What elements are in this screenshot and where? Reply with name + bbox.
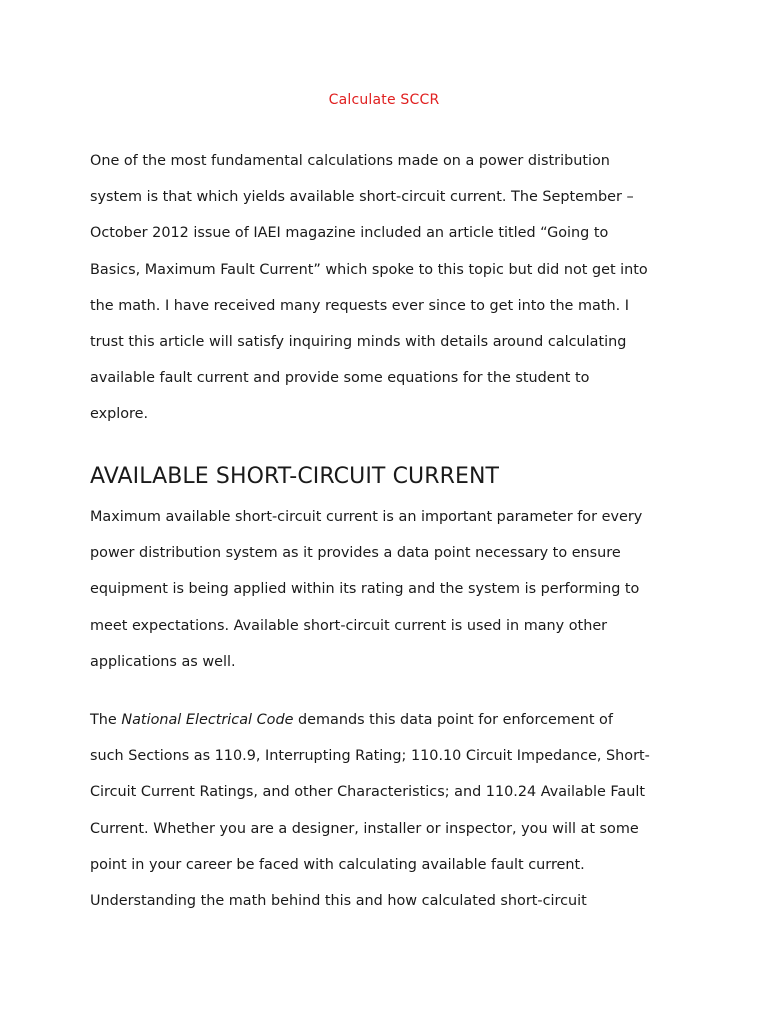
line-prefix: The (90, 712, 122, 728)
intro-paragraph (90, 143, 690, 433)
paragraph-line: meet expectations. Available short-circuit current is used in many other (90, 617, 608, 634)
nec-paragraph (90, 702, 690, 919)
paragraph-line: power distribution system as it provides a data point necessary to ensure (90, 545, 621, 562)
paragraph-line (90, 702, 690, 738)
paragraph-line: Current. Whether you are a designer, installer or inspector, you will at some (90, 820, 639, 837)
paragraph-line: Understanding the math behind this and how calculated short-circuit (90, 893, 587, 910)
paragraph-line: October 2012 issue of IAEI magazine included an article titled “Going to (90, 225, 609, 242)
document-title: Calculate SCCR (328, 92, 440, 108)
section-paragraph (90, 499, 690, 680)
paragraph-line: such Sections as 110.9, Interrupting Rating; 110.10 Circuit Impedance, Short- (90, 748, 650, 765)
paragraph-line: available fault current and provide some equations for the student to (90, 370, 590, 387)
paragraph-line: One of the most fundamental calculations made on a power distribution (90, 153, 610, 169)
paragraph-line: Basics, Maximum Fault Current” which spoke to this topic but did not get into (90, 261, 648, 278)
paragraph-line: Maximum available short-circuit current is an important parameter for every (90, 509, 643, 525)
paragraph-line: Circuit Current Ratings, and other Characteristics; and 110.24 Available Fault (90, 784, 645, 801)
code-title-italic: National Electrical Code (121, 712, 294, 728)
paragraph-line: trust this article will satisfy inquiring minds with details around calculating (90, 334, 627, 351)
paragraph-line: equipment is being applied within its rating and the system is performing to (90, 581, 640, 598)
paragraph-line: applications as well. (90, 653, 236, 670)
line-suffix: demands this data point for enforcement of (293, 712, 613, 728)
paragraph-line: point in your career be faced with calculating available fault current. (90, 856, 585, 873)
paragraph-line: system is that which yields available short-circuit current. The September – (90, 189, 634, 206)
section-heading: AVAILABLE SHORT-CIRCUIT CURRENT (90, 464, 500, 489)
paragraph-line: the math. I have received many requests ever since to get into the math. I (90, 297, 629, 314)
paragraph-line: explore. (90, 406, 149, 423)
